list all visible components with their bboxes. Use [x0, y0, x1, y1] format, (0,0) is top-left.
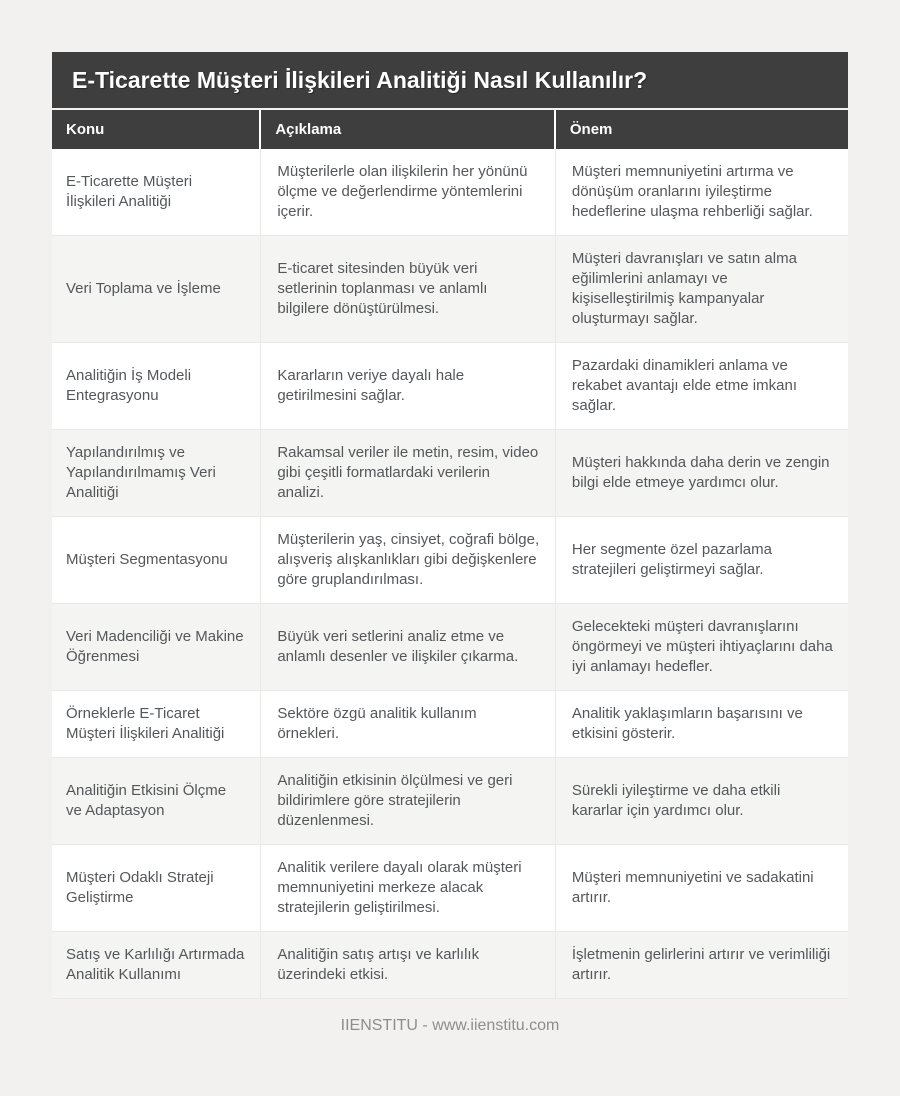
cell-onem: Pazardaki dinamikleri anlama ve rekabet avantajı elde etme imkanı sağlar.	[556, 343, 848, 430]
cell-aciklama: Müşterilerle olan ilişkilerin her yönünü ölçme ve değerlendirme yöntemlerini içerir.	[261, 149, 556, 236]
cell-aciklama: Büyük veri setlerini analiz etme ve anlamlı desenler ve ilişkiler çıkarma.	[261, 604, 556, 691]
cell-aciklama: Kararların veriye dayalı hale getirilmesini sağlar.	[261, 343, 556, 430]
table-row	[52, 343, 848, 430]
cell-aciklama: E-ticaret sitesinden büyük veri setlerinin toplanması ve anlamlı bilgilere dönüştürülmesi.	[261, 236, 556, 343]
cell-onem: Müşteri memnuniyetini artırma ve dönüşüm oranlarını iyileştirme hedeflerine ulaşma rehberliği sağlar.	[556, 149, 848, 236]
header-row	[52, 110, 848, 149]
footer-credit: IIENSTITU - www.iienstitu.com	[340, 1017, 560, 1034]
table-row	[52, 236, 848, 343]
table-row	[52, 845, 848, 932]
cell-onem: Her segmente özel pazarlama stratejileri geliştirmeyi sağlar.	[556, 517, 848, 604]
table-row	[52, 149, 848, 236]
table-row	[52, 758, 848, 845]
table-row	[52, 517, 848, 604]
cell-onem: Analitik yaklaşımların başarısını ve etkisini gösterir.	[556, 691, 848, 758]
cell-konu: Satış ve Karlılığı Artırmada Analitik Kullanımı	[52, 932, 261, 999]
cell-aciklama: Rakamsal veriler ile metin, resim, video gibi çeşitli formatlardaki verilerin analizi.	[261, 430, 556, 517]
page-title: E-Ticarette Müşteri İlişkileri Analitiği Nasıl Kullanılır?	[52, 52, 848, 108]
cell-onem: Gelecekteki müşteri davranışlarını öngörmeyi ve müşteri ihtiyaçlarını daha iyi anlamayı hedefler.	[556, 604, 848, 691]
cell-aciklama: Sektöre özgü analitik kullanım örnekleri.	[261, 691, 556, 758]
cell-konu: Müşteri Odaklı Strateji Geliştirme	[52, 845, 261, 932]
cell-konu: Örneklerle E-Ticaret Müşteri İlişkileri Analitiği	[52, 691, 261, 758]
cell-aciklama: Müşterilerin yaş, cinsiyet, coğrafi bölge, alışveriş alışkanlıkları gibi değişkenlere göre gruplandırılması.	[261, 517, 556, 604]
cell-onem: Sürekli iyileştirme ve daha etkili kararlar için yardımcı olur.	[556, 758, 848, 845]
cell-onem: Müşteri davranışları ve satın alma eğilimlerini anlamayı ve kişiselleştirilmiş kampanyalar oluşturmayı sağlar.	[556, 236, 848, 343]
cell-aciklama: Analitiğin satış artışı ve karlılık üzerindeki etkisi.	[261, 932, 556, 999]
cell-konu: Yapılandırılmış ve Yapılandırılmamış Veri Analitiği	[52, 430, 261, 517]
cell-konu: Analitiğin Etkisini Ölçme ve Adaptasyon	[52, 758, 261, 845]
column-header-aciklama: Açıklama	[261, 110, 556, 149]
cell-konu: Müşteri Segmentasyonu	[52, 517, 261, 604]
table-row	[52, 430, 848, 517]
cell-konu: Veri Toplama ve İşleme	[52, 236, 261, 343]
column-header-konu: Konu	[52, 110, 261, 149]
cell-onem: İşletmenin gelirlerini artırır ve verimliliği artırır.	[556, 932, 848, 999]
cell-aciklama: Analitiğin etkisinin ölçülmesi ve geri bildirimlere göre stratejilerin düzenlenmesi.	[261, 758, 556, 845]
table-row	[52, 604, 848, 691]
cell-aciklama: Analitik verilere dayalı olarak müşteri memnuniyetini merkeze alacak stratejilerin geliştirilmesi.	[261, 845, 556, 932]
cell-konu: Analitiğin İş Modeli Entegrasyonu	[52, 343, 261, 430]
content-card	[52, 52, 848, 1037]
cell-onem: Müşteri hakkında daha derin ve zengin bilgi elde etmeye yardımcı olur.	[556, 430, 848, 517]
table-row	[52, 932, 848, 999]
cell-konu: Veri Madenciliği ve Makine Öğrenmesi	[52, 604, 261, 691]
cell-konu: E-Ticarette Müşteri İlişkileri Analitiği	[52, 149, 261, 236]
column-header-onem: Önem	[556, 110, 848, 149]
data-table	[52, 110, 848, 999]
table-row	[52, 691, 848, 758]
cell-onem: Müşteri memnuniyetini ve sadakatini artırır.	[556, 845, 848, 932]
